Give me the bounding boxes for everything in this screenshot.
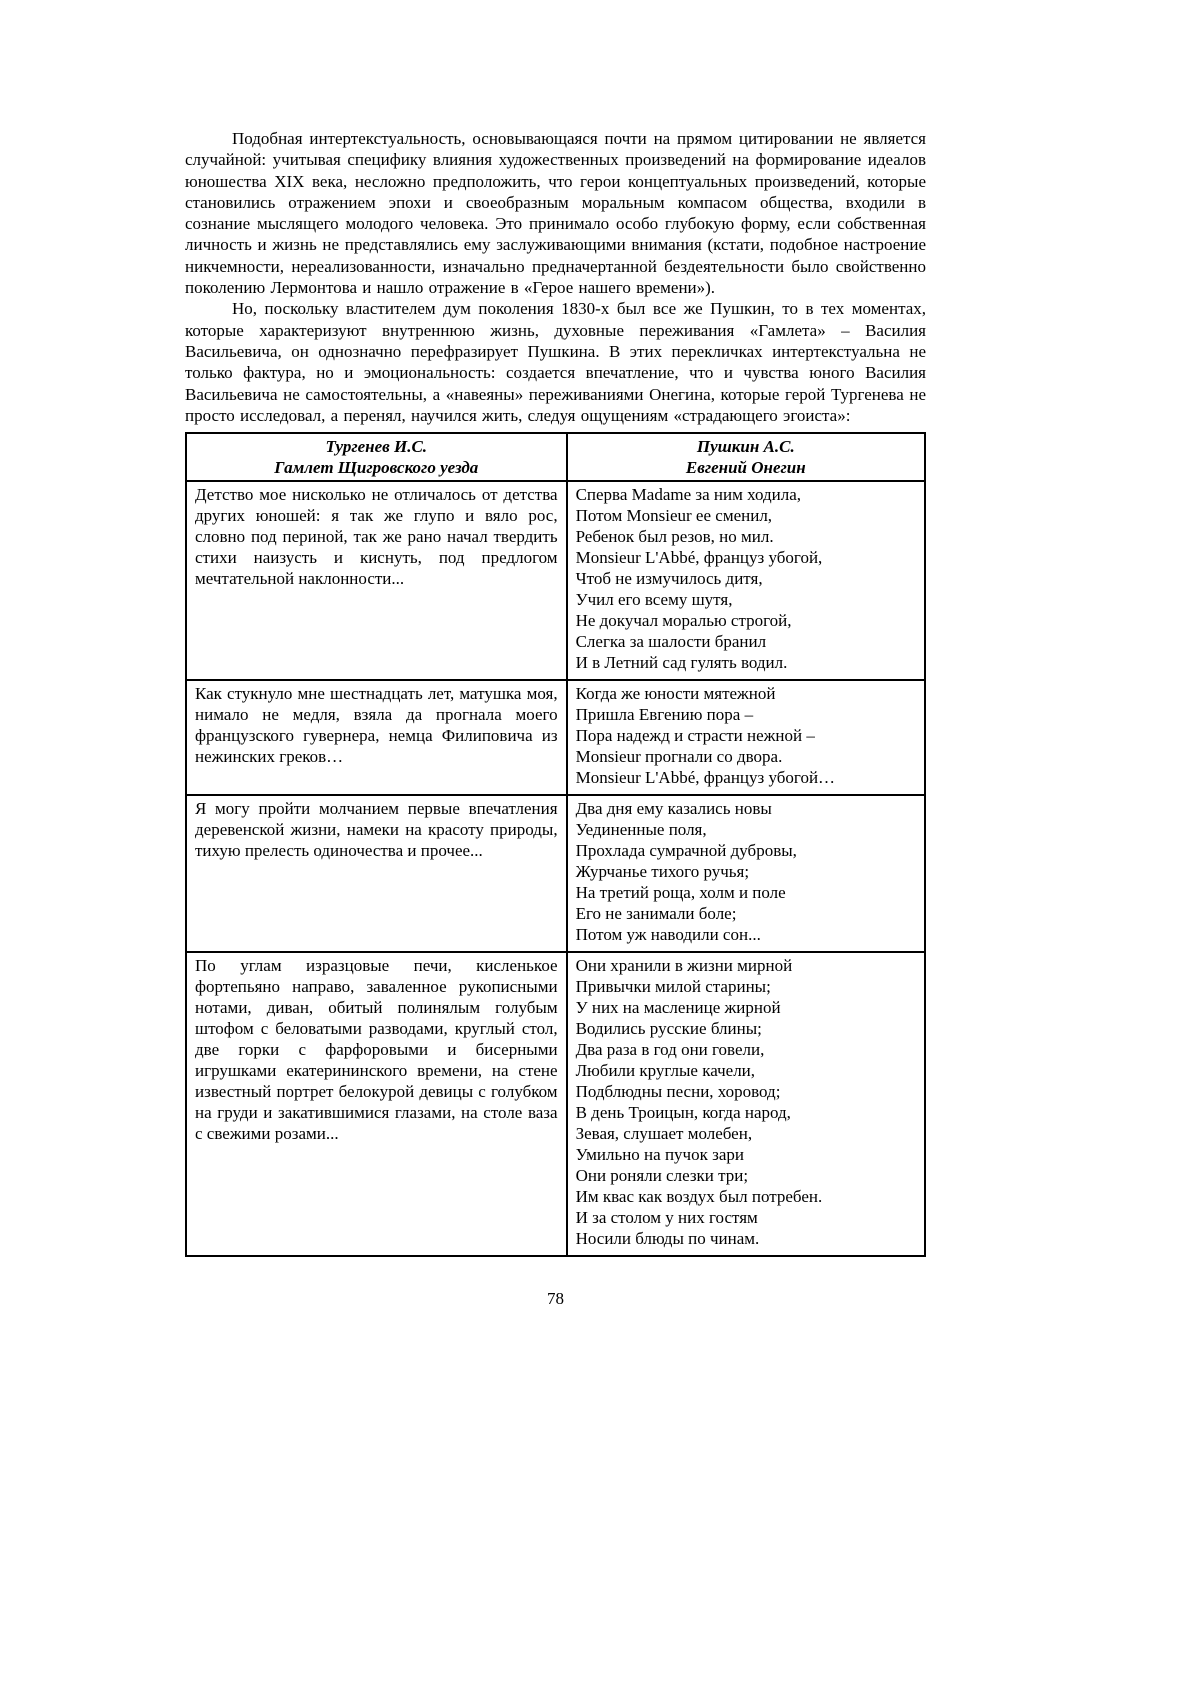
pushkin-quote-interior: Они хранили в жизни мирной Привычки милой старины; У них на масленице жирной Водились русские блины; Два раза в год они говели, Любили круглые качели, Подблюдны песни, хоровод; В день Троицын, когда народ, Зевая, слушает молебен, Умильно на пучок зари Они роняли слезки три; Им квас как воздух был потребен. И за столом у них гостям Носили блюды по чинам.: [567, 952, 925, 1256]
header-pushkin-author: Пушкин А.С.: [696, 437, 795, 457]
table-row: [186, 481, 925, 680]
page-number: 78: [547, 1289, 564, 1309]
table-row: [186, 680, 925, 795]
header-turgenev-work: Гамлет Щигровского уезда: [274, 458, 479, 478]
table-header-row: [186, 433, 925, 481]
header-turgenev-author: Тургенев И.С.: [325, 437, 428, 457]
pushkin-quote-countryside: Два дня ему казались новы Уединенные поля, Прохлада сумрачной дубровы, Журчанье тихого ручья; На третий роща, холм и поле Его не занимали боле; Потом уж наводили сон...: [567, 795, 925, 952]
header-pushkin-work: Евгений Онегин: [685, 458, 806, 478]
header-pushkin: [567, 433, 925, 481]
header-turgenev: [186, 433, 567, 481]
text-block: [185, 128, 926, 1309]
turgenev-quote-childhood: Детство мое нисколько не отличалось от детства других юношей: я так же глупо и вяло рос, словно под периной, так же рано начал твердить стихи наизусть и киснуть, под предлогом мечтательной наклонности...: [186, 481, 567, 680]
turgenev-quote-interior: По углам изразцовые печи, кисленькое фортепьяно направо, заваленное рукописными нотами, диван, обитый полинялым голубым штофом с беловатыми разводами, круглый стол, две горки с фарфоровыми и бисерными игрушками екатерининского времени, на стене известный портрет белокурой девицы с голубком на груди и закатившимися глазами, на столе ваза с свежими розами...: [186, 952, 567, 1256]
table-row: [186, 795, 925, 952]
pushkin-quote-childhood: Сперва Madame за ним ходила, Потом Monsieur ее сменил, Ребенок был резов, но мил. Monsieur L'Abbé, француз убогой, Чтоб не измучилось дитя, Учил его всему шутя, Не докучал моралью строгой, Слегка за шалости бранил И в Летний сад гулять водил.: [567, 481, 925, 680]
table-row: [186, 952, 925, 1256]
paragraph-pushkin-influence: Но, поскольку властителем дум поколения 1830-х был все же Пушкин, то в тех моментах, которые характеризуют внутреннюю жизнь, духовные переживания «Гамлета» – Василия Васильевича, он однозначно перефразирует Пушкина. В этих перекличках интертекстуальна не только фактура, но и эмоциональность: создается впечатление, что и чувства юного Василия Васильевича не самостоятельны, а «навеяны» переживаниями Онегина, которые герой Тургенева не просто исследовал, а перенял, научился жить, следуя ощущениям «страдающего эгоиста»:: [185, 299, 926, 425]
turgenev-quote-sixteen: Как стукнуло мне шестнадцать лет, матушка моя, нимало не медля, взяла да прогнала моего французского гувернера, немца Филиповича из нежинских греков…: [186, 680, 567, 795]
comparison-table: [185, 432, 926, 1257]
turgenev-quote-countryside: Я могу пройти молчанием первые впечатления деревенской жизни, намеки на красоту природы, тихую прелесть одиночества и прочее...: [186, 795, 567, 952]
pushkin-quote-sixteen: Когда же юности мятежной Пришла Евгению пора – Пора надежд и страсти нежной – Monsieur прогнали со двора. Monsieur L'Abbé, француз убогой…: [567, 680, 925, 795]
paragraph-intertextuality: Подобная интертекстуальность, основывающаяся почти на прямом цитировании не является случайной: учитывая специфику влияния художественных произведений на формирование идеалов юношества XIX века, несложно предположить, что герои концептуальных произведений, которые становились отражением эпохи и своеобразным моральным компасом общества, входили в сознание мыслящего молодого человека. Это принимало особо глубокую форму, если собственная личность и жизнь не представлялись ему заслуживающими внимания (кстати, подобное настроение никчемности, нереализованности, изначально предначертанной бездеятельности было свойственно поколению Лермонтова и нашло отражение в «Герое нашего времени»).: [185, 129, 926, 298]
